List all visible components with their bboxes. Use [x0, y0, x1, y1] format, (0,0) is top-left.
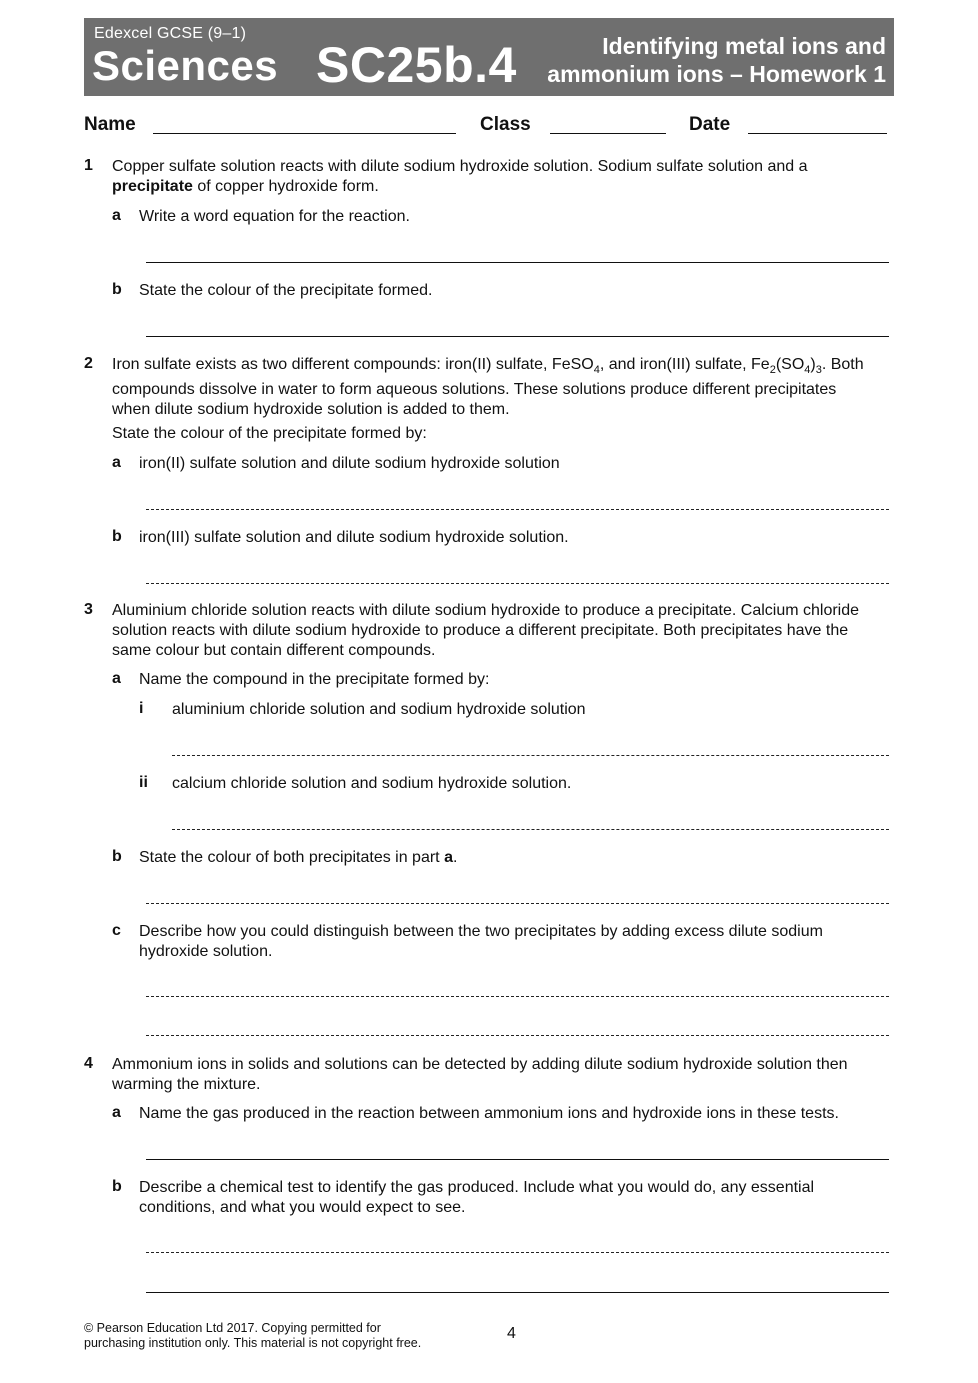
- answer-line[interactable]: [146, 1292, 889, 1293]
- question-3c-line-1: Describe how you could distinguish between the two precipitates by adding excess dilute sodium: [139, 923, 823, 940]
- text: (SO: [775, 356, 805, 373]
- copyright-line-2: purchasing institution only. This material is not copyright free.: [84, 1336, 422, 1350]
- bold-term: precipitate: [112, 178, 193, 195]
- copyright-notice: [84, 1321, 421, 1351]
- question-number: 3: [84, 601, 93, 618]
- part-label: c: [112, 922, 121, 939]
- part-label: a: [112, 454, 121, 471]
- answer-line[interactable]: [146, 903, 889, 904]
- title-line-2: ammonium ions – Homework 1: [547, 61, 886, 87]
- subscript: 4: [804, 364, 811, 377]
- answer-line[interactable]: [146, 1035, 889, 1036]
- question-2a-text: iron(II) sulfate solution and dilute sodium hydroxide solution: [139, 455, 560, 472]
- name-field[interactable]: [153, 133, 456, 134]
- subscript: 4: [593, 364, 600, 377]
- answer-line[interactable]: [172, 829, 889, 830]
- bold-part-ref: a: [444, 849, 453, 866]
- question-1-line-2-rest: of copper hydroxide form.: [192, 178, 379, 195]
- class-field[interactable]: [550, 133, 666, 134]
- question-4a-text: Name the gas produced in the reaction between ammonium ions and hydroxide ions in these tests.: [139, 1105, 839, 1122]
- question-2-line-1: [112, 355, 897, 380]
- question-3c-line-2: hydroxide solution.: [139, 943, 273, 960]
- answer-line[interactable]: [146, 1252, 889, 1253]
- question-2-text: [112, 355, 897, 420]
- part-label: b: [112, 281, 122, 298]
- question-number: 4: [84, 1055, 93, 1072]
- question-1-text: [112, 157, 892, 197]
- question-2-line-2: compounds dissolve in water to form aqueous solutions. These solutions produce different precipitates: [112, 381, 837, 399]
- text: Iron sulfate exists as two different compounds: iron(II) sulfate, FeSO: [112, 356, 594, 373]
- question-3-text: [112, 601, 897, 661]
- subscript: 3: [815, 364, 822, 377]
- part-label: a: [112, 1104, 121, 1121]
- text: ): [810, 356, 816, 373]
- question-number: 2: [84, 355, 93, 372]
- answer-line[interactable]: [146, 996, 889, 997]
- answer-line[interactable]: [146, 583, 889, 584]
- question-1a-text: Write a word equation for the reaction.: [139, 208, 410, 225]
- title-line-1: Identifying metal ions and: [602, 33, 886, 59]
- text: .: [452, 849, 458, 866]
- question-3aii-text: calcium chloride solution and sodium hydroxide solution.: [172, 775, 572, 792]
- date-field[interactable]: [748, 133, 887, 134]
- question-1-line-1: Copper sulfate solution reacts with dilute sodium hydroxide solution. Sodium sulfate solution and a: [112, 158, 808, 175]
- answer-line[interactable]: [146, 509, 889, 510]
- question-number: 1: [84, 157, 93, 174]
- part-label: a: [112, 207, 121, 224]
- question-3a-text: Name the compound in the precipitate formed by:: [139, 671, 490, 688]
- date-label: Date: [689, 114, 731, 135]
- copyright-line-1: © Pearson Education Ltd 2017. Copying permitted for: [84, 1321, 381, 1335]
- answer-line[interactable]: [172, 755, 889, 756]
- class-label: Class: [480, 114, 531, 135]
- question-3-line-2: solution reacts with dilute sodium hydroxide to produce a different precipitate. Both precipitates have the: [112, 622, 849, 639]
- question-4b-line-1: Describe a chemical test to identify the gas produced. Include what you would do, any essential: [139, 1179, 815, 1196]
- brand-title: Sciences: [92, 42, 279, 89]
- part-label: b: [112, 528, 122, 545]
- question-1-line-2: [112, 177, 892, 197]
- question-4b-line-2: conditions, and what you would expect to see.: [139, 1199, 466, 1216]
- page-number: 4: [507, 1325, 516, 1342]
- subpart-label: i: [139, 700, 144, 717]
- answer-line[interactable]: [146, 336, 889, 337]
- question-1b-text: State the colour of the precipitate formed.: [139, 282, 433, 299]
- worksheet-title: [547, 32, 886, 88]
- question-2-line-3: when dilute sodium hydroxide solution is added to them.: [112, 401, 510, 419]
- question-4-line-2: warming the mixture.: [112, 1076, 261, 1093]
- question-4b-text: [139, 1178, 894, 1218]
- text: . Both: [821, 356, 864, 373]
- question-3c-text: [139, 922, 894, 962]
- answer-line[interactable]: [146, 262, 889, 263]
- name-label: Name: [84, 114, 136, 135]
- text: , and iron(III) sulfate, Fe: [599, 356, 770, 373]
- question-3-line-1: Aluminium chloride solution reacts with dilute sodium hydroxide to produce a precipitate. Calcium chloride: [112, 602, 860, 619]
- question-2-stem: State the colour of the precipitate formed by:: [112, 425, 427, 442]
- question-3-line-3: same colour but contain different compounds.: [112, 642, 436, 659]
- question-4-line-1: Ammonium ions in solids and solutions can be detected by adding dilute sodium hydroxide solution then: [112, 1056, 848, 1073]
- question-3ai-text: aluminium chloride solution and sodium hydroxide solution: [172, 701, 586, 718]
- header-banner: [84, 18, 894, 96]
- subpart-label: ii: [139, 774, 148, 791]
- answer-line[interactable]: [146, 1159, 889, 1160]
- question-3b-text: [139, 848, 457, 868]
- part-label: b: [112, 848, 122, 865]
- brand-subtitle: Edexcel GCSE (9–1): [94, 25, 247, 42]
- worksheet-code: SC25b.4: [316, 37, 517, 93]
- subscript: 2: [769, 364, 776, 377]
- question-2b-text: iron(III) sulfate solution and dilute sodium hydroxide solution.: [139, 529, 569, 546]
- part-label: b: [112, 1178, 122, 1195]
- part-label: a: [112, 670, 121, 687]
- question-4-text: [112, 1055, 897, 1095]
- text: State the colour of both precipitates in part: [139, 849, 445, 866]
